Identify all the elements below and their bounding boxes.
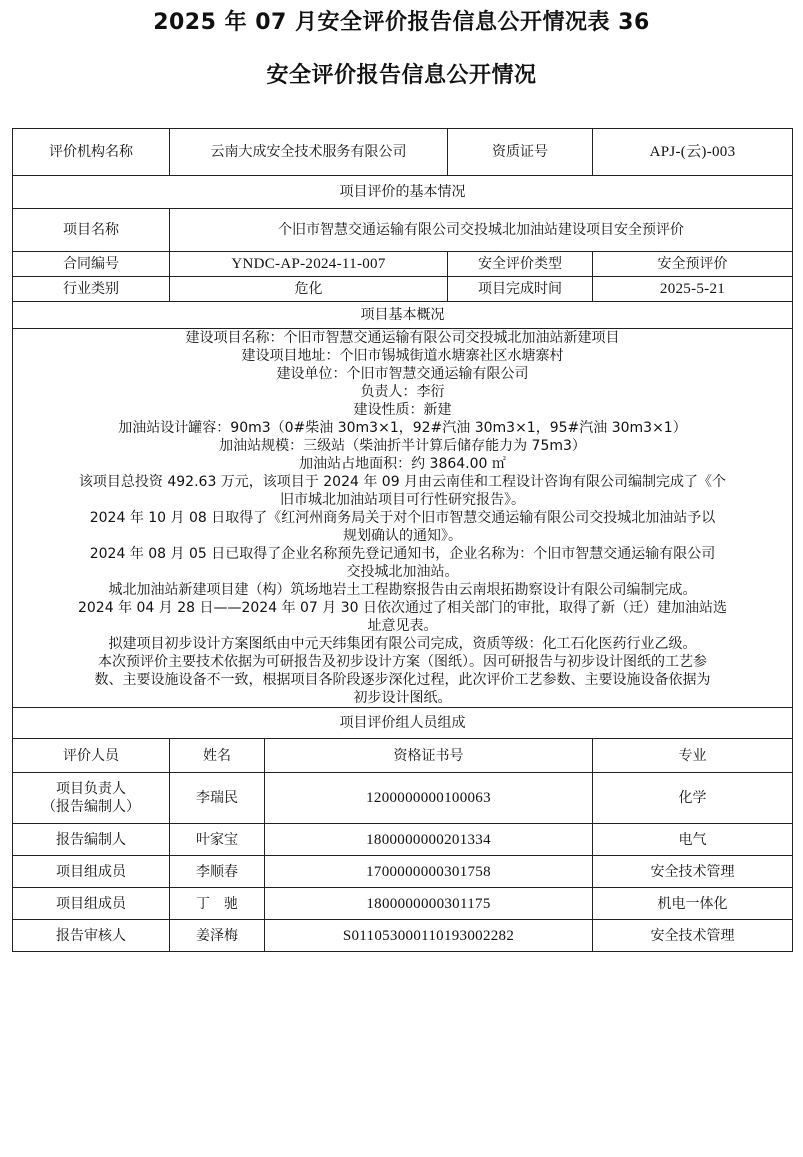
overview-line: 2024 年 04 月 28 日——2024 年 07 月 30 日依次通过了相关部门的审批，取得了新（迁）建加油站选 (77, 600, 728, 616)
project-name-label: 项目名称 (13, 209, 170, 252)
team-major: 化学 (593, 773, 793, 824)
industry-value: 危化 (170, 277, 448, 302)
overview-line: 交投城北加油站。 (346, 564, 459, 580)
overview-line: 建设性质：新建 (353, 402, 452, 418)
team-role-line: 项目负责人 (56, 781, 126, 797)
team-member-name: 丁 驰 (170, 888, 265, 920)
cert-label: 资质证号 (448, 129, 593, 176)
team-role: 项目组成员 (13, 888, 170, 920)
team-major: 安全技术管理 (593, 920, 793, 952)
overview-line: 建设单位：个旧市智慧交通运输有限公司 (276, 366, 529, 382)
overview-line: 城北加油站新建项目建（构）筑场地岩土工程勘察报告由云南垠拓勘察设计有限公司编制完成。 (108, 582, 697, 598)
project-name-value: 个旧市智慧交通运输有限公司交投城北加油站建设项目安全预评价 (170, 209, 793, 252)
overview-line: 加油站规模：三级站（柴油折半计算后储存能力为 75m3） (219, 438, 586, 454)
team-row (13, 824, 793, 856)
team-major: 机电一体化 (593, 888, 793, 920)
overview-section-row (13, 302, 793, 329)
overview-line: 本次预评价主要技术依据为可研报告及初步设计方案（图纸）。因可研报告与初步设计图纸的工艺参 (98, 654, 707, 670)
team-header-cert: 资格证书号 (265, 739, 593, 773)
contract-row (13, 252, 793, 277)
org-value: 云南大成安全技术服务有限公司 (170, 129, 448, 176)
team-row (13, 888, 793, 920)
team-section-row (13, 708, 793, 739)
industry-row (13, 277, 793, 302)
team-major: 安全技术管理 (593, 856, 793, 888)
industry-label: 行业类别 (13, 277, 170, 302)
team-cert: 1200000000100063 (265, 773, 593, 824)
team-header-row (13, 739, 793, 773)
completion-label: 项目完成时间 (448, 277, 593, 302)
contract-value: YNDC-AP-2024-11-007 (170, 252, 448, 277)
team-section-title: 项目评价组人员组成 (13, 708, 793, 739)
report-subtitle: 安全评价报告信息公开情况 (266, 63, 537, 88)
overview-line: 2024 年 08 月 05 日已取得了企业名称预先登记通知书，企业名称为：个旧市智慧交通运输有限公司 (89, 546, 716, 562)
team-cert: 1700000000301758 (265, 856, 593, 888)
overview-line: 规划确认的通知》。 (343, 528, 462, 544)
overview-line: 数、主要设施设备不一致，根据项目各阶段逐步深化过程，此次评价工艺参数、主要设施设备依据为 (94, 672, 711, 688)
overview-line: 负责人：李衍 (360, 384, 445, 400)
project-name-row (13, 209, 793, 252)
team-header-name: 姓名 (170, 739, 265, 773)
overview-line: 旧市城北加油站项目可行性研究报告》。 (280, 492, 525, 508)
overview-line: 初步设计图纸。 (353, 690, 452, 706)
team-role: 报告审核人 (13, 920, 170, 952)
team-role: 报告编制人 (13, 824, 170, 856)
team-cert: 1800000000301175 (265, 888, 593, 920)
disclosure-table (12, 128, 793, 952)
overview-line: 加油站占地面积：约 3864.00 ㎡ (299, 456, 506, 472)
overview-row (13, 329, 793, 708)
team-member-name: 姜泽梅 (170, 920, 265, 952)
org-row (13, 129, 793, 176)
team-role-line: （报告编制人） (42, 799, 140, 815)
overview-section-title: 项目基本概况 (13, 302, 793, 329)
team-header-major: 专业 (593, 739, 793, 773)
contract-label: 合同编号 (13, 252, 170, 277)
overview-line: 拟建项目初步设计方案图纸由中元天纬集团有限公司完成，资质等级：化工石化医药行业乙级。 (108, 636, 697, 652)
overview-line: 加油站设计罐容：90m3（0#柴油 30m3×1，92#汽油 30m3×1，95#汽油 30m3×1） (118, 420, 687, 436)
team-row (13, 856, 793, 888)
org-label: 评价机构名称 (13, 129, 170, 176)
basic-section-title: 项目评价的基本情况 (13, 176, 793, 209)
cert-value: APJ-(云)-003 (593, 129, 793, 176)
team-role (13, 773, 170, 824)
type-label: 安全评价类型 (448, 252, 593, 277)
team-member-name: 叶家宝 (170, 824, 265, 856)
overview-line: 建设项目名称：个旧市智慧交通运输有限公司交投城北加油站新建项目 (185, 330, 620, 346)
completion-value: 2025-5-21 (593, 277, 793, 302)
overview-line: 2024 年 10 月 08 日取得了《红河州商务局关于对个旧市智慧交通运输有限公司交投城北加油站予以 (89, 510, 716, 526)
overview-line: 址意见表。 (367, 618, 438, 634)
team-cert: S011053000110193002282 (265, 920, 593, 952)
team-row (13, 920, 793, 952)
team-header-role: 评价人员 (13, 739, 170, 773)
team-role: 项目组成员 (13, 856, 170, 888)
team-row (13, 773, 793, 824)
team-major: 电气 (593, 824, 793, 856)
team-cert: 1800000000201334 (265, 824, 593, 856)
type-value: 安全预评价 (593, 252, 793, 277)
basic-section-row (13, 176, 793, 209)
overview-line: 建设项目地址：个旧市锡城街道水塘寨社区水塘寨村 (241, 348, 564, 364)
overview-line: 该项目总投资 492.63 万元，该项目于 2024 年 09 月由云南佳和工程设计咨询有限公司编制完成了《个 (78, 474, 727, 490)
overview-text (13, 329, 793, 708)
team-member-name: 李顺春 (170, 856, 265, 888)
report-title: 2025 年 07 月安全评价报告信息公开情况表 36 (153, 10, 650, 35)
team-member-name: 李瑞民 (170, 773, 265, 824)
